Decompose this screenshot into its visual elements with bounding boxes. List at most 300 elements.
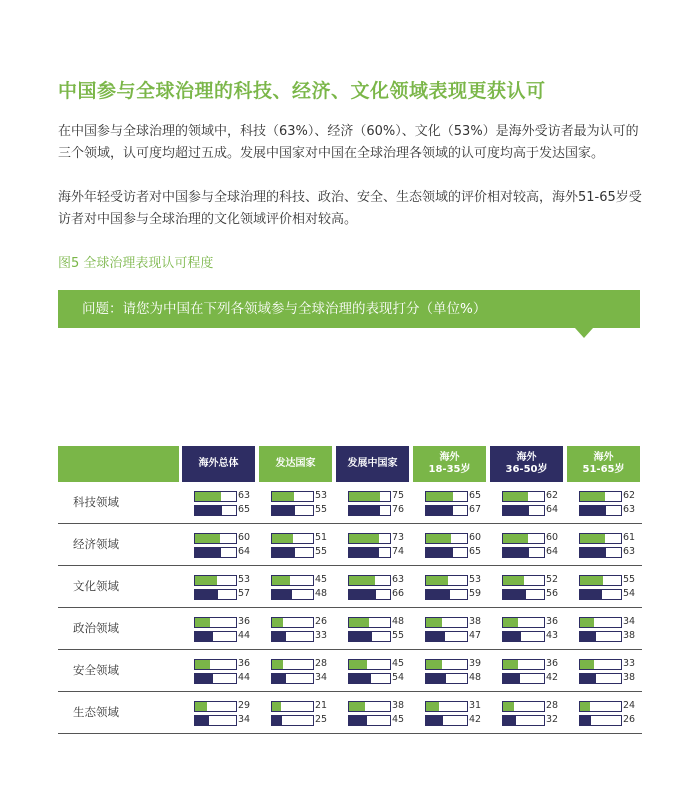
bar-group-navy [182,547,255,558]
column-header [259,446,332,482]
bar-cell [413,692,486,733]
bar-value-label: 48 [469,672,482,683]
bar-track [425,575,468,586]
bar [272,660,283,669]
bar-group-green [413,659,486,670]
bar-group-green [259,533,332,544]
bar-track [579,659,622,670]
bar-value-label: 45 [392,658,405,669]
bar-group-green [413,575,486,586]
bar-group-navy [259,715,332,726]
bar-value-label: 65 [469,546,482,557]
bar-group-green [259,575,332,586]
bar-track [425,617,468,628]
column-header [336,446,409,482]
row-label: 安全领域 [73,663,119,677]
bar-track [579,491,622,502]
bar-cell [490,482,563,523]
column-header-label: 海外总体 [198,458,239,469]
bar-track [502,701,545,712]
bar-track [271,575,314,586]
bar-group-navy [413,505,486,516]
bar-track [425,673,468,684]
bar-track [579,673,622,684]
bar-value-label: 63 [623,504,636,515]
bar [349,534,379,543]
bar-track [579,547,622,558]
bar-cell [259,692,332,733]
bar-value-label: 65 [469,490,482,501]
bar [580,618,594,627]
bar [272,590,292,599]
bar-track [502,533,545,544]
bar-group-green [413,533,486,544]
bar-cell [567,524,640,565]
bar-value-label: 36 [546,616,559,627]
bar-value-label: 26 [623,714,636,725]
bar-group-green [490,617,563,628]
bar [426,534,451,543]
bar-cell [567,482,640,523]
bar-group-green [490,575,563,586]
bar-track [502,673,545,684]
bar-value-label: 52 [546,574,559,585]
bar-value-label: 75 [392,490,405,501]
bar-group-green [567,575,640,586]
bar [349,576,375,585]
bar-value-label: 62 [546,490,559,501]
bar-value-label: 48 [315,588,328,599]
bar-cell [259,608,332,649]
bar [349,548,379,557]
column-header [567,446,640,482]
bar-group-green [259,491,332,502]
bar [195,590,218,599]
bar-value-label: 62 [623,490,636,501]
bar-track [194,589,237,600]
column-header-label: 51-65岁 [582,464,625,475]
bar-group-navy [182,673,255,684]
table-row [58,608,642,650]
bar [195,506,222,515]
bar-group-green [567,659,640,670]
bar-value-label: 65 [238,504,251,515]
bar [349,660,367,669]
bar-track [425,589,468,600]
bar-track [502,505,545,516]
bar-value-label: 42 [469,714,482,725]
bar-group-navy [336,547,409,558]
bar-value-label: 53 [238,574,251,585]
bar [503,576,524,585]
bar [426,576,448,585]
bar-group-navy [490,547,563,558]
bar-cell [182,566,255,607]
bar [195,632,213,641]
bar-value-label: 53 [469,574,482,585]
bar-cell [259,566,332,607]
bar-group-navy [567,547,640,558]
bar [580,506,606,515]
bar-value-label: 61 [623,532,636,543]
bar-group-navy [336,589,409,600]
bar-group-navy [567,673,640,684]
bar-track [194,631,237,642]
table-header-row [58,446,642,482]
bar-track [348,659,391,670]
bar-group-navy [182,589,255,600]
detail-paragraph: 海外年轻受访者对中国参与全球治理的科技、政治、安全、生态领域的评价相对较高，海外51-65岁受访者对中国参与全球治理的文化领域评价相对较高。 [58,190,642,227]
bar-group-navy [490,715,563,726]
bar-track [579,701,622,712]
bar-value-label: 55 [315,546,328,557]
bar-track [348,701,391,712]
bar-value-label: 33 [623,658,636,669]
bar-group-navy [413,715,486,726]
bar-track [348,547,391,558]
bar-track [271,659,314,670]
bar-cell [413,524,486,565]
bar [195,548,221,557]
bar-cell [336,692,409,733]
table-row [58,524,642,566]
bar [580,674,596,683]
bar-cell [490,566,563,607]
bar [580,702,590,711]
bar [503,534,528,543]
bar-track [194,547,237,558]
bar-value-label: 59 [469,588,482,599]
bar-track [271,533,314,544]
bar [195,618,210,627]
bar [272,506,295,515]
bar-value-label: 54 [623,588,636,599]
column-header-label: 发展中国家 [347,458,398,469]
bar [426,660,442,669]
bar-track [348,575,391,586]
bar-group-navy [413,589,486,600]
bar-track [425,659,468,670]
bar [195,674,213,683]
bar-group-navy [336,631,409,642]
bar-value-label: 51 [315,532,328,543]
bar-value-label: 44 [238,672,251,683]
bar-track [502,715,545,726]
table-row [58,650,642,692]
bar [349,632,372,641]
bar-track [579,575,622,586]
summary-paragraph: 在中国参与全球治理的领域中，科技（63%）、经济（60%）、文化（53%）是海外受访者最为认可的三个领域，认可度均超过五成。发展中国家对中国在全球治理各领域的认可度均高于发达国家。 [58,124,639,161]
approval-bar-table [58,446,642,734]
question-banner [58,290,640,328]
bar-cell [567,608,640,649]
bar-value-label: 55 [315,504,328,515]
bar [195,660,210,669]
bar-group-navy [259,631,332,642]
bar-group-green [567,491,640,502]
bar-group-navy [259,505,332,516]
bar-value-label: 34 [315,672,328,683]
bar-group-navy [259,589,332,600]
bar-track [348,617,391,628]
bar-value-label: 38 [469,616,482,627]
bar-group-green [336,617,409,628]
bar-value-label: 33 [315,630,328,641]
bar-group-green [259,659,332,670]
bar-group-green [567,701,640,712]
bar-group-green [490,659,563,670]
bar-track [348,491,391,502]
bar-group-green [567,617,640,628]
bar-group-green [490,491,563,502]
bar-group-navy [567,631,640,642]
bar-group-green [182,701,255,712]
column-header-label: 海外 [439,452,460,463]
bar-group-green [259,617,332,628]
bar-track [194,715,237,726]
page-title: 中国参与全球治理的科技、经济、文化领域表现更获认可 [58,80,546,102]
bar [272,716,282,725]
bar [195,716,209,725]
bar-group-navy [413,631,486,642]
bar-cell [413,608,486,649]
bar-value-label: 42 [546,672,559,683]
bar-group-green [413,617,486,628]
bar-track [425,631,468,642]
bar-value-label: 25 [315,714,328,725]
bar-value-label: 43 [546,630,559,641]
bar-group-green [336,701,409,712]
bar-group-green [490,533,563,544]
bar-value-label: 76 [392,504,405,515]
bar-track [425,547,468,558]
bar-value-label: 45 [392,714,405,725]
bar-value-label: 73 [392,532,405,543]
bar-cell [336,524,409,565]
row-label: 科技领域 [73,495,119,509]
bar-group-green [336,533,409,544]
bar [503,702,514,711]
bar-track [502,575,545,586]
column-header [182,446,255,482]
bar-track [271,631,314,642]
bar-value-label: 36 [238,616,251,627]
bar-track [579,617,622,628]
bar-value-label: 39 [469,658,482,669]
bar-track [425,505,468,516]
bar-value-label: 24 [623,700,636,711]
bar-value-label: 34 [238,714,251,725]
bar [503,506,529,515]
column-header-label: 海外 [593,452,614,463]
bar [503,660,518,669]
bar-track [348,505,391,516]
bar-group-green [182,659,255,670]
header-label-cell [58,446,179,482]
bar-track [579,533,622,544]
bar-group-green [490,701,563,712]
bar-track [194,533,237,544]
bar [580,492,605,501]
bar-track [502,491,545,502]
bar [503,548,529,557]
bar-track [502,617,545,628]
bar-value-label: 32 [546,714,559,725]
bar [426,492,453,501]
bar-track [425,491,468,502]
bar-group-navy [259,547,332,558]
column-header [413,446,486,482]
bar [426,674,446,683]
bar-value-label: 74 [392,546,405,557]
bar-group-navy [413,673,486,684]
bar [272,548,295,557]
bar-group-navy [567,589,640,600]
bar-value-label: 63 [392,574,405,585]
question-banner-pointer [575,328,593,338]
bar [503,632,521,641]
bar-track [271,701,314,712]
bar [195,576,217,585]
bar-track [348,533,391,544]
bar [580,660,594,669]
bar-group-green [336,659,409,670]
bar-track [271,505,314,516]
question-text: 问题：请您为中国在下列各领域参与全球治理的表现打分（单位%） [82,301,487,317]
bar-value-label: 44 [238,630,251,641]
bar-track [502,659,545,670]
bar [195,702,207,711]
bar-value-label: 47 [469,630,482,641]
bar-track [348,589,391,600]
bar-value-label: 54 [392,672,405,683]
bar-value-label: 29 [238,700,251,711]
bar-value-label: 21 [315,700,328,711]
table-row [58,692,642,734]
bar-group-navy [182,715,255,726]
table-body [58,482,642,734]
bar-group-navy [182,505,255,516]
bar [426,506,453,515]
bar [426,702,439,711]
row-label: 文化领域 [73,579,119,593]
bar-value-label: 28 [315,658,328,669]
bar-track [271,491,314,502]
bar [349,506,380,515]
bar-group-navy [336,673,409,684]
bar-track [194,701,237,712]
bar [426,632,445,641]
bar [580,590,602,599]
bar-value-label: 45 [315,574,328,585]
bar [195,534,220,543]
bar [426,618,442,627]
bar-group-green [336,491,409,502]
bar-track [425,715,468,726]
bar-group-green [182,533,255,544]
bar-group-green [182,575,255,586]
bar [349,716,367,725]
bar [580,632,596,641]
bar-value-label: 63 [238,490,251,501]
figure-caption: 图5 全球治理表现认可程度 [58,256,214,271]
bar-value-label: 60 [238,532,251,543]
bar-value-label: 48 [392,616,405,627]
bar-track [194,659,237,670]
bar-track [579,589,622,600]
bar-track [425,701,468,712]
bar-value-label: 64 [238,546,251,557]
bar-value-label: 64 [546,504,559,515]
bar-track [194,491,237,502]
bar-value-label: 55 [392,630,405,641]
bar [272,534,293,543]
bar-cell [490,608,563,649]
bar [272,576,290,585]
bar [272,492,294,501]
bar-cell [413,482,486,523]
bar-cell [336,482,409,523]
bar-group-navy [490,631,563,642]
bar-cell [336,650,409,691]
bar-track [271,589,314,600]
bar-track [194,575,237,586]
bar-track [579,631,622,642]
bar-group-green [182,491,255,502]
bar-track [579,715,622,726]
bar-group-navy [490,673,563,684]
bar [426,548,453,557]
bar [580,548,606,557]
bar-track [579,505,622,516]
bar [349,674,371,683]
row-label: 生态领域 [73,705,119,719]
bar [349,702,365,711]
bar-track [502,631,545,642]
bar [580,534,605,543]
bar-cell [259,650,332,691]
bar-cell [567,566,640,607]
row-label: 经济领域 [73,537,119,551]
bar-track [194,505,237,516]
bar-cell [182,524,255,565]
bar [503,618,518,627]
bar-track [194,673,237,684]
bar-value-label: 60 [546,532,559,543]
bar-value-label: 38 [623,672,636,683]
bar [503,492,528,501]
bar-cell [413,650,486,691]
row-label: 政治领域 [73,621,119,635]
bar-group-navy [413,547,486,558]
bar-group-navy [259,673,332,684]
column-header [490,446,563,482]
bar-cell [336,608,409,649]
bar-track [271,673,314,684]
bar [195,492,221,501]
bar-group-navy [336,505,409,516]
bar-value-label: 28 [546,700,559,711]
bar-track [271,617,314,628]
bar-group-navy [336,715,409,726]
column-header-label: 36-50岁 [505,464,548,475]
bar-cell [490,524,563,565]
bar-cell [182,482,255,523]
bar-value-label: 55 [623,574,636,585]
bar [272,674,286,683]
bar-cell [259,524,332,565]
bar-cell [567,650,640,691]
